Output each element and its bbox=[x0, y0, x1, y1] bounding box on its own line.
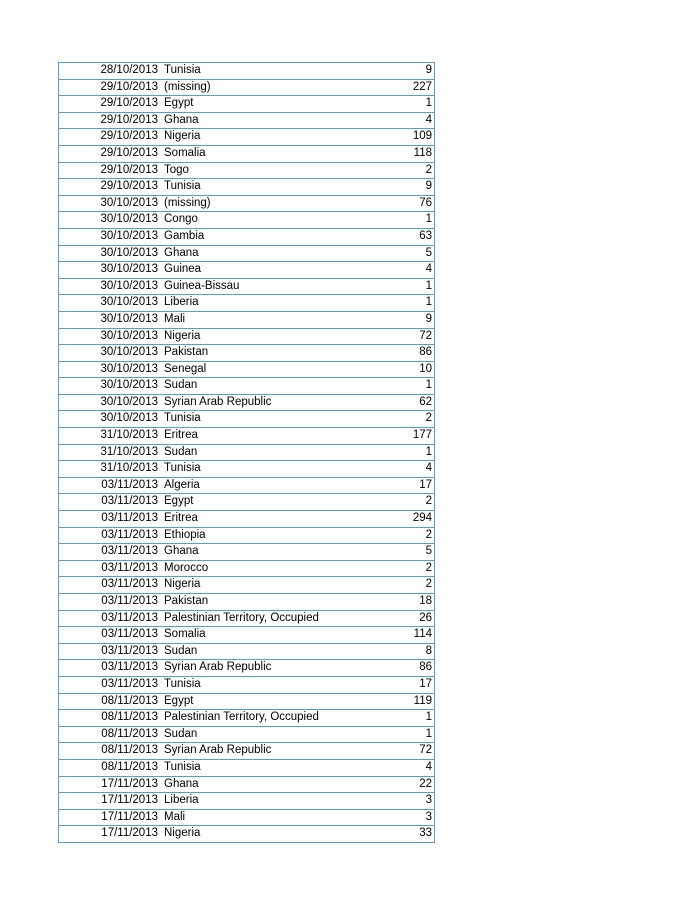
count-cell: 33 bbox=[419, 827, 432, 840]
table-row bbox=[59, 411, 434, 428]
date-cell: 03/11/2013 bbox=[101, 595, 158, 607]
table-row bbox=[59, 677, 434, 694]
date-cell: 30/10/2013 bbox=[100, 196, 158, 209]
country-cell: Somalia bbox=[164, 628, 206, 641]
count-cell: 72 bbox=[419, 329, 432, 342]
count-cell: 9 bbox=[425, 312, 432, 325]
count-cell: 2 bbox=[425, 163, 432, 176]
country-cell: Sudan bbox=[164, 379, 198, 392]
date-cell: 30/10/2013 bbox=[100, 312, 158, 325]
table-row bbox=[59, 146, 434, 163]
table-row bbox=[59, 246, 434, 263]
count-cell: 8 bbox=[425, 644, 432, 657]
country-cell: Mali bbox=[164, 810, 186, 823]
count-cell: 177 bbox=[412, 429, 432, 442]
country-cell: Tunisia bbox=[164, 64, 201, 76]
country-cell: Pakistan bbox=[164, 346, 209, 359]
country-cell: Algeria bbox=[164, 478, 200, 491]
count-cell: 1 bbox=[425, 445, 432, 458]
country-cell: Palestinian Territory, Occupied bbox=[164, 711, 319, 724]
country-cell: Morocco bbox=[164, 561, 209, 574]
count-cell: 2 bbox=[425, 412, 432, 425]
country-cell: Ghana bbox=[164, 246, 199, 259]
count-cell: 3 bbox=[425, 794, 432, 807]
table-row bbox=[59, 212, 434, 229]
table-row bbox=[59, 544, 434, 561]
date-cell: 29/10/2013 bbox=[100, 97, 158, 110]
table-row bbox=[59, 129, 434, 146]
date-cell: 08/11/2013 bbox=[101, 711, 158, 724]
count-cell: 1 bbox=[425, 711, 432, 724]
count-cell: 119 bbox=[413, 694, 432, 707]
table-row bbox=[59, 511, 434, 528]
country-cell: Ghana bbox=[164, 777, 199, 790]
date-cell: 31/10/2013 bbox=[100, 445, 158, 458]
date-cell: 17/11/2013 bbox=[101, 827, 158, 840]
count-cell: 294 bbox=[412, 512, 432, 525]
table-row bbox=[59, 528, 434, 545]
country-cell: Syrian Arab Republic bbox=[164, 395, 272, 408]
table-row bbox=[59, 295, 434, 312]
table-row bbox=[59, 63, 434, 80]
count-cell: 1 bbox=[425, 213, 432, 226]
date-cell: 03/11/2013 bbox=[101, 478, 158, 491]
count-cell: 227 bbox=[412, 80, 432, 93]
date-cell: 30/10/2013 bbox=[100, 296, 158, 309]
date-cell: 03/11/2013 bbox=[101, 561, 158, 574]
country-cell: Congo bbox=[164, 213, 198, 226]
date-cell: 31/10/2013 bbox=[100, 429, 158, 442]
date-cell: 08/11/2013 bbox=[101, 760, 158, 773]
table-row bbox=[59, 810, 434, 827]
country-cell: Palestinian Territory, Occupied bbox=[164, 611, 319, 624]
date-cell: 30/10/2013 bbox=[100, 395, 158, 408]
date-cell: 31/10/2013 bbox=[100, 462, 158, 475]
table-row bbox=[59, 644, 434, 661]
date-cell: 30/10/2013 bbox=[100, 246, 158, 259]
table-row bbox=[59, 478, 434, 495]
country-cell: Eritrea bbox=[164, 429, 198, 442]
table-row bbox=[59, 279, 434, 296]
date-cell: 30/10/2013 bbox=[100, 346, 158, 359]
table-row bbox=[59, 611, 434, 628]
country-cell: Liberia bbox=[164, 296, 199, 309]
count-cell: 4 bbox=[425, 462, 432, 475]
count-cell: 5 bbox=[425, 545, 432, 558]
country-cell: Togo bbox=[164, 163, 189, 176]
count-cell: 18 bbox=[419, 595, 432, 607]
count-cell: 86 bbox=[419, 661, 432, 674]
country-cell: Guinea bbox=[164, 263, 202, 276]
table-row bbox=[59, 627, 434, 644]
count-cell: 9 bbox=[425, 180, 432, 193]
table-row bbox=[59, 710, 434, 727]
table-row bbox=[59, 362, 434, 379]
country-cell: (missing) bbox=[164, 196, 211, 209]
table-row bbox=[59, 727, 434, 744]
table-row bbox=[59, 179, 434, 196]
table-row bbox=[59, 760, 434, 777]
date-cell: 08/11/2013 bbox=[101, 744, 158, 757]
country-cell: Nigeria bbox=[164, 827, 201, 840]
date-cell: 30/10/2013 bbox=[100, 279, 158, 292]
date-cell: 29/10/2013 bbox=[100, 146, 158, 159]
date-cell: 03/11/2013 bbox=[101, 677, 158, 690]
date-cell: 17/11/2013 bbox=[101, 794, 158, 807]
table-row bbox=[59, 229, 434, 246]
country-cell: Gambia bbox=[164, 229, 205, 242]
count-cell: 118 bbox=[413, 146, 432, 159]
table-row bbox=[59, 262, 434, 279]
country-cell: Tunisia bbox=[164, 412, 201, 425]
country-cell: Ethiopia bbox=[164, 528, 206, 541]
date-cell: 28/10/2013 bbox=[100, 64, 158, 76]
country-cell: Sudan bbox=[164, 727, 198, 740]
country-cell: Pakistan bbox=[164, 595, 209, 607]
country-cell: Ghana bbox=[164, 113, 199, 126]
table-row bbox=[59, 96, 434, 113]
table-row bbox=[59, 312, 434, 329]
table-row bbox=[59, 777, 434, 794]
table-row bbox=[59, 445, 434, 462]
table-row bbox=[59, 378, 434, 395]
table-row bbox=[59, 594, 434, 611]
date-cell: 29/10/2013 bbox=[100, 180, 158, 193]
country-cell: Nigeria bbox=[164, 578, 201, 591]
table-row bbox=[59, 329, 434, 346]
date-cell: 03/11/2013 bbox=[101, 512, 158, 525]
count-cell: 22 bbox=[419, 777, 432, 790]
country-cell: Tunisia bbox=[164, 180, 201, 193]
date-cell: 30/10/2013 bbox=[100, 213, 158, 226]
date-cell: 29/10/2013 bbox=[100, 113, 158, 126]
date-cell: 30/10/2013 bbox=[100, 329, 158, 342]
date-cell: 30/10/2013 bbox=[100, 362, 158, 375]
table-row bbox=[59, 461, 434, 478]
country-cell: Guinea-Bissau bbox=[164, 279, 240, 292]
date-cell: 03/11/2013 bbox=[101, 661, 158, 674]
date-cell: 30/10/2013 bbox=[100, 229, 158, 242]
date-cell: 17/11/2013 bbox=[101, 810, 158, 823]
table-row bbox=[59, 577, 434, 594]
data-table bbox=[58, 62, 435, 843]
date-cell: 03/11/2013 bbox=[101, 578, 158, 591]
table-row bbox=[59, 793, 434, 810]
table-row bbox=[59, 494, 434, 511]
table-row bbox=[59, 743, 434, 760]
count-cell: 62 bbox=[419, 395, 432, 408]
count-cell: 86 bbox=[419, 346, 432, 359]
country-cell: Egypt bbox=[164, 495, 194, 508]
date-cell: 03/11/2013 bbox=[101, 495, 158, 508]
date-cell: 29/10/2013 bbox=[100, 163, 158, 176]
count-cell: 76 bbox=[419, 196, 432, 209]
count-cell: 26 bbox=[419, 611, 432, 624]
count-cell: 1 bbox=[425, 727, 432, 740]
count-cell: 72 bbox=[419, 744, 432, 757]
count-cell: 109 bbox=[412, 130, 432, 143]
count-cell: 10 bbox=[419, 362, 432, 375]
table-row bbox=[59, 826, 434, 843]
date-cell: 03/11/2013 bbox=[101, 528, 158, 541]
count-cell: 1 bbox=[425, 379, 432, 392]
count-cell: 4 bbox=[425, 113, 432, 126]
country-cell: Egypt bbox=[164, 97, 194, 110]
country-cell: Mali bbox=[164, 312, 186, 325]
country-cell: Liberia bbox=[164, 794, 199, 807]
country-cell: Nigeria bbox=[164, 329, 201, 342]
date-cell: 03/11/2013 bbox=[101, 628, 158, 641]
country-cell: Sudan bbox=[164, 644, 198, 657]
country-cell: Senegal bbox=[164, 362, 207, 375]
count-cell: 2 bbox=[425, 578, 432, 591]
country-cell: (missing) bbox=[164, 80, 211, 93]
country-cell: Nigeria bbox=[164, 130, 201, 143]
date-cell: 08/11/2013 bbox=[101, 694, 158, 707]
count-cell: 4 bbox=[425, 760, 432, 773]
date-cell: 03/11/2013 bbox=[101, 644, 158, 657]
count-cell: 9 bbox=[425, 64, 432, 76]
table-row bbox=[59, 113, 434, 130]
date-cell: 30/10/2013 bbox=[100, 379, 158, 392]
table-row bbox=[59, 428, 434, 445]
table-row bbox=[59, 395, 434, 412]
country-cell: Tunisia bbox=[164, 462, 201, 475]
country-cell: Syrian Arab Republic bbox=[164, 744, 272, 757]
count-cell: 17 bbox=[419, 677, 432, 690]
table-row bbox=[59, 561, 434, 578]
count-cell: 63 bbox=[419, 229, 432, 242]
country-cell: Sudan bbox=[164, 445, 198, 458]
date-cell: 17/11/2013 bbox=[101, 777, 158, 790]
date-cell: 30/10/2013 bbox=[100, 412, 158, 425]
date-cell: 29/10/2013 bbox=[100, 130, 158, 143]
country-cell: Ghana bbox=[164, 545, 199, 558]
count-cell: 1 bbox=[425, 97, 432, 110]
date-cell: 03/11/2013 bbox=[101, 611, 158, 624]
date-cell: 30/10/2013 bbox=[100, 263, 158, 276]
count-cell: 2 bbox=[425, 561, 432, 574]
date-cell: 08/11/2013 bbox=[101, 727, 158, 740]
count-cell: 1 bbox=[425, 279, 432, 292]
count-cell: 5 bbox=[425, 246, 432, 259]
table-row bbox=[59, 163, 434, 180]
date-cell: 29/10/2013 bbox=[100, 80, 158, 93]
count-cell: 17 bbox=[419, 478, 432, 491]
count-cell: 2 bbox=[425, 495, 432, 508]
table-row bbox=[59, 660, 434, 677]
country-cell: Somalia bbox=[164, 146, 206, 159]
count-cell: 1 bbox=[425, 296, 432, 309]
table-row bbox=[59, 694, 434, 711]
count-cell: 4 bbox=[425, 263, 432, 276]
count-cell: 114 bbox=[413, 628, 432, 641]
table-row bbox=[59, 345, 434, 362]
count-cell: 3 bbox=[425, 810, 432, 823]
country-cell: Syrian Arab Republic bbox=[164, 661, 272, 674]
country-cell: Tunisia bbox=[164, 677, 201, 690]
country-cell: Eritrea bbox=[164, 512, 198, 525]
count-cell: 2 bbox=[425, 528, 432, 541]
country-cell: Tunisia bbox=[164, 760, 201, 773]
table-row bbox=[59, 80, 434, 97]
country-cell: Egypt bbox=[164, 694, 194, 707]
date-cell: 03/11/2013 bbox=[101, 545, 158, 558]
table-row bbox=[59, 196, 434, 213]
